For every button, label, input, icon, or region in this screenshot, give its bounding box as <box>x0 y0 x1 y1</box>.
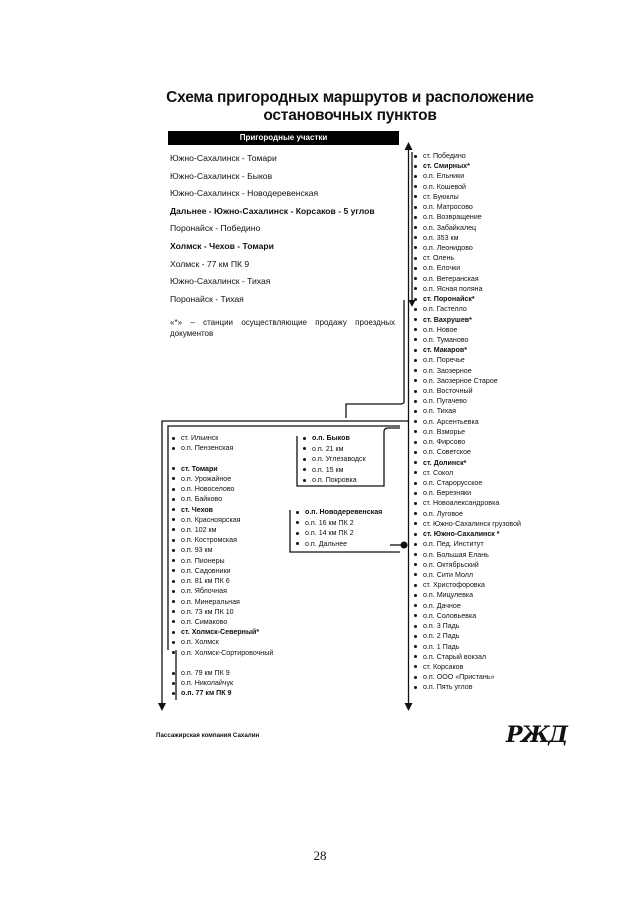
station-item: о.п. Ясная поляна <box>414 284 521 294</box>
station-item: о.п. Заозерное <box>414 366 521 376</box>
station-item: ст. Томари <box>172 464 273 474</box>
station-item: о.п. Дальнее <box>296 539 382 550</box>
station-item: о.п. Костромская <box>172 535 273 545</box>
station-item: о.п. Поречье <box>414 355 521 365</box>
station-item: о.п. 21 км <box>303 444 366 455</box>
route-item: Дальнее - Южно-Сахалинск - Корсаков - 5 углов <box>170 205 375 216</box>
station-item: о.п. Новое <box>414 325 521 335</box>
footnote: «*» – станции осуществляющие продажу проездных документов <box>170 318 395 338</box>
station-item: о.п. 353 км <box>414 233 521 243</box>
station-item: о.п. Новоселово <box>172 484 273 494</box>
station-item: о.п. Тихая <box>414 406 521 416</box>
page-title-line-2: остановочных пунктов <box>263 107 437 124</box>
junction-dot <box>401 542 408 549</box>
station-item: ст. Южно-Сахалинск грузовой <box>414 519 521 529</box>
station-item: о.п. Дачное <box>414 601 521 611</box>
station-item: о.п. 15 км <box>303 465 366 476</box>
station-item: ст. Поронайск* <box>414 294 521 304</box>
station-item: о.п. 1 Падь <box>414 642 521 652</box>
station-item: о.п. Елочки <box>414 263 521 273</box>
station-item: о.п. Николайчук <box>172 678 273 688</box>
station-item: о.п. Сити Молл <box>414 570 521 580</box>
station-item <box>172 658 273 668</box>
tikhaya-line <box>346 300 404 418</box>
route-item: Южно-Сахалинск - Тихая <box>170 276 271 287</box>
station-item: о.п. Пять углов <box>414 682 521 692</box>
station-item: о.п. Углезаводск <box>303 454 366 465</box>
station-item: о.п. Большая Елань <box>414 550 521 560</box>
station-item: о.п. Арсентьевка <box>414 417 521 427</box>
station-item: о.п. Возвращение <box>414 212 521 222</box>
station-item: ст. Макаров* <box>414 345 521 355</box>
station-item <box>172 453 273 463</box>
station-item: о.п. Фирсово <box>414 437 521 447</box>
station-item: о.п. Соловьевка <box>414 611 521 621</box>
station-item: ст. Чехов <box>172 505 273 515</box>
arrow-top <box>405 142 413 150</box>
route-item: Поронайск - Тихая <box>170 293 244 304</box>
station-item: о.п. Байково <box>172 494 273 504</box>
west-line-stations <box>172 433 273 699</box>
station-item: о.п. 3 Падь <box>414 621 521 631</box>
station-item: ст. Буюклы <box>414 192 521 202</box>
station-item: о.п. Восточный <box>414 386 521 396</box>
station-item: о.п. Заозерное Старое <box>414 376 521 386</box>
station-item: о.п. Туманово <box>414 335 521 345</box>
station-item: о.п. Холмск <box>172 637 273 647</box>
station-item: ст. Сокол <box>414 468 521 478</box>
route-item: Южно-Сахалинск - Быков <box>170 170 273 181</box>
station-item: ст. Вахрушев* <box>414 315 521 325</box>
bykov-branch-stations <box>303 433 366 486</box>
station-item: о.п. Покровка <box>303 475 366 486</box>
station-item: ст. Холмск-Северный* <box>172 627 273 637</box>
station-item: о.п. Яблочная <box>172 586 273 596</box>
station-item: о.п. 14 км ПК 2 <box>296 528 382 539</box>
station-item: о.п. Гастелло <box>414 304 521 314</box>
station-item: о.п. Старорусское <box>414 478 521 488</box>
page-title-line-1: Схема пригородных маршрутов и расположение <box>166 89 534 106</box>
station-item: о.п. 81 км ПК 6 <box>172 576 273 586</box>
station-item: о.п. Ветеранская <box>414 274 521 284</box>
rzd-logo: РЖД <box>506 722 567 748</box>
station-item: о.п. Октябрьский <box>414 560 521 570</box>
station-item: о.п. 16 км ПК 2 <box>296 518 382 529</box>
novo-branch-stations <box>296 507 382 549</box>
station-item: о.п. Старый вокзал <box>414 652 521 662</box>
arrow-bottom <box>405 703 413 711</box>
station-item: о.п. Взморье <box>414 427 521 437</box>
station-item: ст. Христофоровка <box>414 580 521 590</box>
station-item: о.п. Мицулевка <box>414 590 521 600</box>
station-item: о.п. Красноярская <box>172 515 273 525</box>
station-item: ст. Южно-Сахалинск * <box>414 529 521 539</box>
station-item: о.п. Урожайное <box>172 474 273 484</box>
station-item: ст. Корсаков <box>414 662 521 672</box>
station-item: о.п. Луговое <box>414 509 521 519</box>
station-item: о.п. ООО «Пристань» <box>414 672 521 682</box>
arrow-west-bottom <box>158 703 166 711</box>
station-item: о.п. Быков <box>303 433 366 444</box>
station-item: о.п. 93 км <box>172 545 273 555</box>
station-item: ст. Победино <box>414 151 521 161</box>
route-item: Южно-Сахалинск - Новодеревенская <box>170 188 319 199</box>
station-item: о.п. Пионеры <box>172 556 273 566</box>
station-item: о.п. Новодеревенская <box>296 507 382 518</box>
route-item: Южно-Сахалинск - Томари <box>170 153 277 163</box>
station-item: о.п. Минеральная <box>172 597 273 607</box>
route-item: Холмск - 77 км ПК 9 <box>170 258 250 269</box>
main-line-stations <box>414 151 521 693</box>
station-item: о.п. Садовники <box>172 566 273 576</box>
company-name: Пассажирская компания Сахалин <box>156 732 260 739</box>
routes-header: Пригородные участки <box>168 131 399 145</box>
station-item: о.п. 77 км ПК 9 <box>172 688 273 698</box>
station-item: о.п. 73 км ПК 10 <box>172 607 273 617</box>
route-item: Поронайск - Победино <box>170 223 261 234</box>
station-item: о.п. 102 км <box>172 525 273 535</box>
station-item: ст. Новоалександровка <box>414 498 521 508</box>
station-item: о.п. Матросово <box>414 202 521 212</box>
station-item: о.п. Ельники <box>414 171 521 181</box>
station-item: о.п. Кошевой <box>414 182 521 192</box>
station-item: ст. Смирных* <box>414 161 521 171</box>
station-item: о.п. Пугачево <box>414 396 521 406</box>
station-item: о.п. Пед. Институт <box>414 539 521 549</box>
station-item: о.п. Советское <box>414 447 521 457</box>
station-item: о.п. Симаково <box>172 617 273 627</box>
station-item: о.п. Холмск-Сортировочный <box>172 648 273 658</box>
station-item: о.п. Забайкалец <box>414 223 521 233</box>
station-item: ст. Долинск* <box>414 458 521 468</box>
station-item: о.п. Леонидово <box>414 243 521 253</box>
station-item: ст. Олень <box>414 253 521 263</box>
station-item: о.п. Пензенская <box>172 443 273 453</box>
station-item: ст. Ильинск <box>172 433 273 443</box>
station-item: о.п. 2 Падь <box>414 631 521 641</box>
route-item: Холмск - Чехов - Томари <box>170 240 274 251</box>
page-number: 28 <box>313 848 327 863</box>
station-item: о.п. Березняки <box>414 488 521 498</box>
station-item: о.п. 79 км ПК 9 <box>172 668 273 678</box>
